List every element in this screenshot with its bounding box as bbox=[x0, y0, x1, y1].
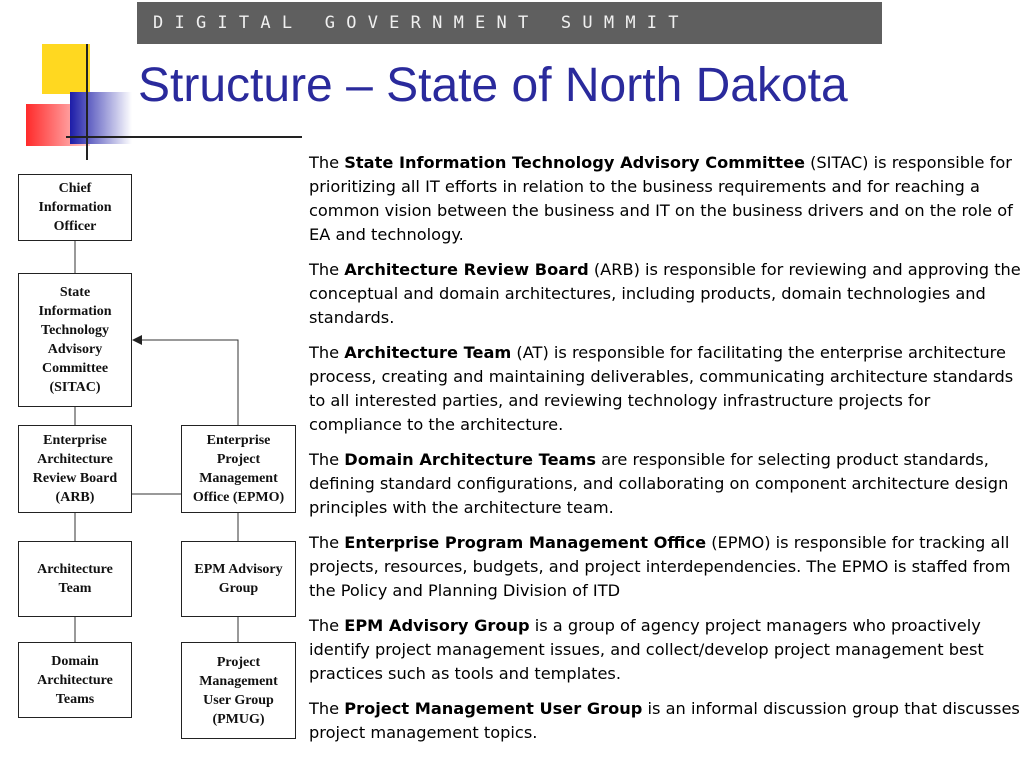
org-chart bbox=[0, 0, 305, 768]
connector-epmo-sitac bbox=[133, 340, 238, 425]
term-architecture-team: Architecture Team bbox=[344, 343, 512, 362]
slide-title: Structure – State of North Dakota bbox=[138, 59, 848, 112]
org-box-epmo: Enterprise Project Management Office (EPMO) bbox=[181, 425, 296, 513]
banner-text: D I G I T A L G O V E R N M E N T S U M M I T bbox=[153, 13, 680, 33]
term-domain-architecture-teams: Domain Architecture Teams bbox=[344, 450, 596, 469]
desc-epmo: The Enterprise Program Management Office (EPMO) is responsible for tracking all projects, resources, budgets, and project interdependencies. The EPMO is staffed from the Policy and Planning Division of ITD bbox=[309, 533, 1011, 600]
desc-epm-advisory-group: The EPM Advisory Group is a group of agency project managers who proactively identify project management issues, and collect/develop project management best practices such as tools and templates. bbox=[309, 616, 984, 683]
desc-domain-architecture-teams: The Domain Architecture Teams are responsible for selecting product standards, defining standard configurations, and collaborating on component architecture design principles with the architecture team. bbox=[309, 450, 1009, 517]
term-epmo: Enterprise Program Management Office bbox=[344, 533, 707, 552]
org-box-domain-architecture-teams: Domain Architecture Teams bbox=[18, 642, 132, 718]
role-descriptions bbox=[309, 151, 1021, 756]
term-pmug: Project Management User Group bbox=[344, 699, 643, 718]
org-box-arb: Enterprise Architecture Review Board (ARB) bbox=[18, 425, 132, 513]
desc-architecture-team: The Architecture Team (AT) is responsible for facilitating the enterprise architecture process, creating and maintaining deliverables, communicating architecture standards to all interested parties, and reviewing technology infrastructure projects for compliance to the architecture. bbox=[309, 343, 1014, 434]
org-box-pmug: Project Management User Group (PMUG) bbox=[181, 642, 296, 739]
org-box-sitac: State Information Technology Advisory Committee (SITAC) bbox=[18, 273, 132, 407]
desc-pmug: The Project Management User Group is an informal discussion group that discusses project management topics. bbox=[309, 699, 1020, 742]
term-sitac: State Information Technology Advisory Committee bbox=[344, 153, 805, 172]
desc-arb: The Architecture Review Board (ARB) is responsible for reviewing and approving the conceptual and domain architectures, including products, domain technologies and standards. bbox=[309, 260, 1021, 327]
term-epm-advisory-group: EPM Advisory Group bbox=[344, 616, 530, 635]
org-box-architecture-team: Architecture Team bbox=[18, 541, 132, 617]
desc-sitac: The State Information Technology Advisory Committee (SITAC) is responsible for prioritizing all IT efforts in relation to the business requirements and for reaching a common vision between the business and IT on the business drivers and on the role of EA and technology. bbox=[309, 153, 1013, 244]
term-arb: Architecture Review Board bbox=[344, 260, 589, 279]
org-box-epm-advisory-group: EPM Advisory Group bbox=[181, 541, 296, 617]
org-box-cio: Chief Information Officer bbox=[18, 174, 132, 241]
